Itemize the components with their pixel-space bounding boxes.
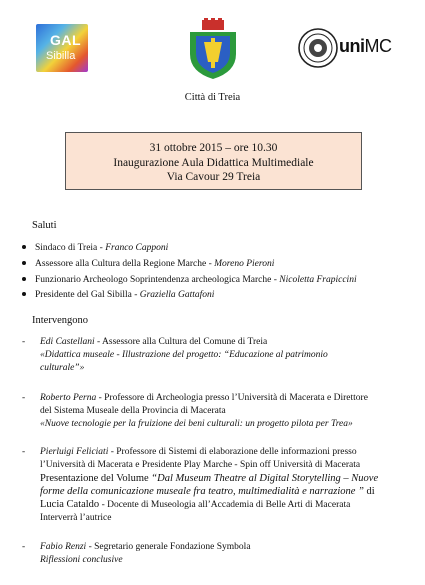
list-item: [22, 275, 357, 285]
talk-title: «Didattica museale - Illustrazione del progetto: “Educazione al patrimonio: [40, 350, 328, 360]
list-item: [22, 259, 274, 269]
gal-logo-subtext: Sibilla: [46, 50, 76, 62]
talk-title: «Nuove tecnologie per la fruizione dei beni culturali: un progetto pilota per Trea»: [40, 419, 353, 429]
saluti-name: Graziella Gattafoni: [139, 290, 215, 300]
speaker-name: Edi Castellani: [40, 337, 95, 347]
speaker-role: - Professore di Archeologia presso l’Università di Macerata e Direttore: [96, 393, 368, 403]
unimc-logo-uni: uni: [339, 36, 365, 56]
event-box: [65, 132, 362, 190]
book-by: di: [363, 486, 375, 497]
book-title-cont: forme della comunicazione museale fra teatro, multimedialità e narrazione ”: [40, 486, 364, 497]
speaker-role-cont: del Sistema Museale della Provincia di Macerata: [40, 406, 226, 416]
talk-title: Riflessioni conclusive: [40, 555, 123, 565]
event-address: Via Cavour 29 Treia: [166, 171, 261, 183]
bullet-icon: [22, 277, 26, 281]
bullet-icon: [22, 261, 26, 265]
dash-marker: -: [22, 337, 26, 347]
gal-sibilla-logo: [36, 24, 88, 72]
gal-logo-text: GAL: [50, 32, 82, 48]
speaker-role: - Segretario generale Fondazione Symbola: [86, 542, 251, 552]
list-item: [22, 243, 168, 253]
speaker-name: Pierluigi Feliciati: [40, 447, 109, 457]
author-role: - Docente di Museologia all’Accademia di Belle Arti di Macerata: [99, 500, 351, 510]
speaker-entry: [22, 392, 412, 431]
talk-title-cont: culturale”»: [40, 363, 85, 373]
saluti-heading: Saluti: [32, 220, 57, 231]
city-title: Città di Treia: [184, 92, 241, 103]
book-title: “Dal Museum Theatre al Digital Storytelling – Nuove: [151, 473, 379, 484]
dash-marker: -: [22, 447, 26, 457]
presentation-label: Presentazione del Volume: [40, 473, 152, 484]
dash-marker: -: [22, 393, 26, 403]
saluti-role: Funzionario Archeologo Soprintendenza archeologica Marche -: [35, 275, 280, 285]
dash-marker: -: [22, 542, 26, 552]
event-title: Inaugurazione Aula Didattica Multimediale: [113, 156, 314, 169]
author-name: Lucia Cataldo: [40, 499, 100, 510]
event-date-time: 31 ottobre 2015 – ore 10.30: [149, 142, 278, 154]
saluti-role: Sindaco di Treia -: [35, 243, 106, 253]
saluti-role: Assessore alla Cultura della Regione Marche -: [35, 259, 215, 269]
unimc-logo-mc: MC: [364, 36, 392, 56]
bullet-icon: [22, 245, 26, 249]
list-item: [22, 290, 214, 300]
speaker-role: - Assessore alla Cultura del Comune di Treia: [94, 337, 268, 347]
unimc-logo: [339, 36, 392, 57]
speaker-entry: [22, 446, 412, 525]
saluti-role: Presidente del Gal Sibilla -: [35, 290, 140, 300]
unimc-seal-icon: [298, 28, 338, 68]
saluti-name: Nicoletta Frapiccini: [279, 275, 357, 285]
intervengono-heading: Intervengono: [32, 315, 88, 326]
saluti-name: Franco Capponi: [105, 243, 169, 253]
treia-coat-of-arms-icon: [186, 18, 240, 80]
saluti-name: Moreno Pieroni: [214, 259, 275, 269]
speaker-name: Fabio Renzi: [40, 542, 87, 552]
speaker-role: - Professore di Sistemi di elaborazione delle informazioni presso: [108, 447, 357, 457]
bullet-icon: [22, 292, 26, 296]
speaker-name: Roberto Perna: [40, 393, 97, 403]
speaker-role-cont: l’Università di Macerata e Presidente Play Marche - Spin off Università di Macerata: [40, 460, 361, 470]
author-note: Interverrà l’autrice: [40, 513, 112, 523]
speaker-entry: [22, 336, 412, 375]
speaker-entry: [22, 541, 412, 567]
